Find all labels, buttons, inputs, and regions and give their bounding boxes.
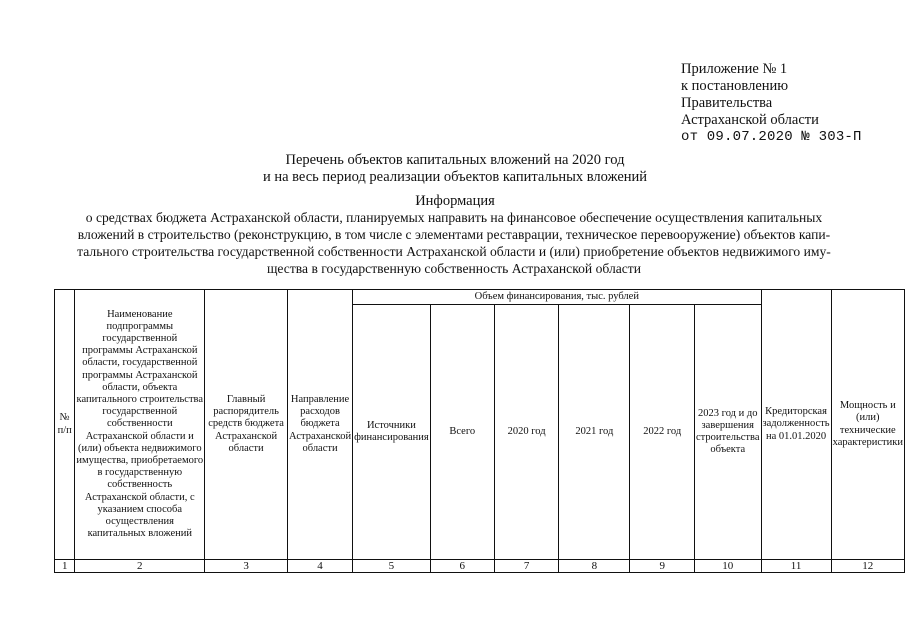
col-header-2021: 2021 год (559, 305, 630, 560)
col-header-direction: Направление расходов бюджета Астраханской области (288, 290, 353, 560)
column-number: 9 (630, 560, 695, 573)
col-header-name: Наименование подпрограммы государственной программы Астраханской области, государственной программы Астраханской области, объекта капитального строительства государственной собственности Астраханской области и (или) объекта недвижимого имущества, приобретаемого в государственную собственность Астраханской области, с указанием способа осуществления капитальных вложений (75, 290, 205, 560)
col-header-2020: 2020 год (494, 305, 559, 560)
col-header-debt: Кредиторская задолженность на 01.01.2020 (761, 290, 831, 560)
column-number: 6 (430, 560, 494, 573)
column-number: 11 (761, 560, 831, 573)
info-heading: Информация (415, 193, 495, 209)
column-number: 5 (353, 560, 431, 573)
capital-investments-table (54, 289, 905, 573)
col-group-financing: Объем финансирования, тыс. рублей (353, 290, 761, 305)
appendix-line: к постановлению (681, 78, 789, 94)
col-header-2022: 2022 год (630, 305, 695, 560)
document-title-line-2: и на весь период реализации объектов капитальных вложений (262, 169, 648, 185)
col-header-manager: Главный распорядитель средств бюджета Астраханской области (205, 290, 288, 560)
column-number: 12 (831, 560, 904, 573)
appendix-block (681, 61, 862, 146)
column-number: 8 (559, 560, 630, 573)
column-number: 7 (494, 560, 559, 573)
column-number: 1 (55, 560, 75, 573)
appendix-line: Астраханской области (681, 112, 819, 128)
info-line: вложений в строительство (реконструкцию, в том числе с элементами реставрации, техническое перевооружение) объектов капи- (77, 227, 831, 242)
col-header-2023: 2023 год и до завершения строительства объекта (695, 305, 762, 560)
info-line: о средствах бюджета Астраханской области, планируемых направить на финансовое обеспечение осуществления капитальных (85, 210, 823, 225)
col-header-num: № п/п (55, 290, 75, 560)
col-header-capacity: Мощность и (или) технические характеристики (831, 290, 904, 560)
col-header-total: Всего (430, 305, 494, 560)
appendix-line: Правительства (681, 95, 773, 111)
table-row (55, 560, 905, 573)
info-paragraph (58, 209, 850, 277)
column-number: 10 (695, 560, 762, 573)
appendix-date-line: от 09.07.2020 № 303-П (681, 129, 862, 145)
document-title-line-1: Перечень объектов капитальных вложений на 2020 год (285, 152, 625, 168)
appendix-line: Приложение № 1 (681, 61, 788, 77)
column-number: 2 (75, 560, 205, 573)
table-header-row (55, 290, 905, 305)
column-number: 3 (205, 560, 288, 573)
info-line: тального строительства государственной собственности Астраханской области и (или) приобретение объектов недвижимого иму- (77, 244, 831, 259)
col-header-sources: Источники финансирования (353, 305, 431, 560)
info-line: щества в государственную собственность Астраханской области (266, 261, 642, 276)
column-number: 4 (288, 560, 353, 573)
